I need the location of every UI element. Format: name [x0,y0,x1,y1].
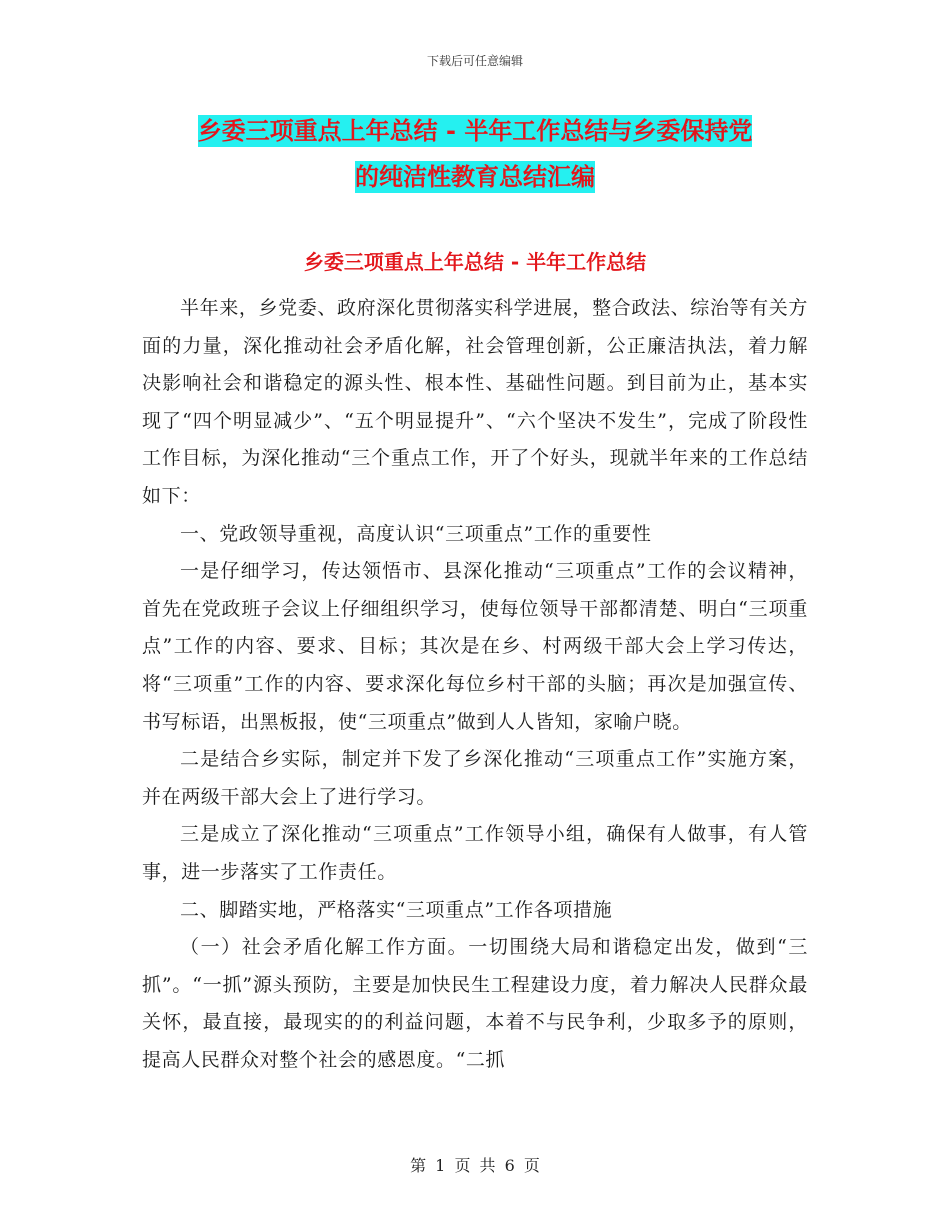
paragraph: 二、脚踏实地，严格落实“三项重点”工作各项措施 [180,898,613,921]
section-title: 乡委三项重点上年总结 - 半年工作总结 [303,250,647,274]
paragraph: 一是仔细学习，传达领悟市、县深化推动“三项重点”工作的会议精神，首先在党政班子会议上仔细组织学习，使每位领导干部都清楚、明白“三项重点”工作的内容、要求、目标；其次是在乡、村两级干部大会上学习传达，将“三项重”工作的内容、要求深化每位乡村干部的头脑；再次是加强宣传、书写标语，出黑板报，使“三项重点”做到人人皆知，家喻户晓。 [142,560,808,733]
paragraph: 半年来，乡党委、政府深化贯彻落实科学进展，整合政法、综治等有关方面的力量，深化推动社会矛盾化解，社会管理创新，公正廉洁执法，着力解决影响社会和谐稳定的源头性、根本性、基础性问题。到目前为止，基本实现了“四个明显减少”、“五个明显提升”、“六个坚决不发生”，完成了阶段性工作目标，为深化推动“三个重点工作，开了个好头，现就半年来的工作总结如下： [142,297,808,507]
title-line-1: 乡委三项重点上年总结 - 半年工作总结与乡委保持党 [197,117,753,145]
paragraph: （一）社会矛盾化解工作方面。一切围绕大局和谐稳定出发，做到“三抓”。“一抓”源头预防，主要是加快民生工程建设力度，着力解决人民群众最关怀，最直接，最现实的的利益问题，本着不与民争利，少取多予的原则，提高人民群众对整个社会的感恩度。“二抓 [142,936,808,1071]
document-body [142,290,808,1079]
page-header: 下载后可任意编辑 [426,54,523,68]
title-line-2: 的纯洁性教育总结汇编 [355,163,595,191]
paragraph: 三是成立了深化推动“三项重点”工作领导小组，确保有人做事，有人管事，进一步落实了工作责任。 [142,823,808,883]
page-footer: 第 1 页 共 6 页 [410,1156,540,1175]
paragraph: 一、党政领导重视，高度认识“三项重点”工作的重要性 [180,522,652,545]
paragraph: 二是结合乡实际，制定并下发了乡深化推动“三项重点工作”实施方案，并在两级干部大会上了进行学习。 [142,748,808,808]
document-title [0,108,950,200]
